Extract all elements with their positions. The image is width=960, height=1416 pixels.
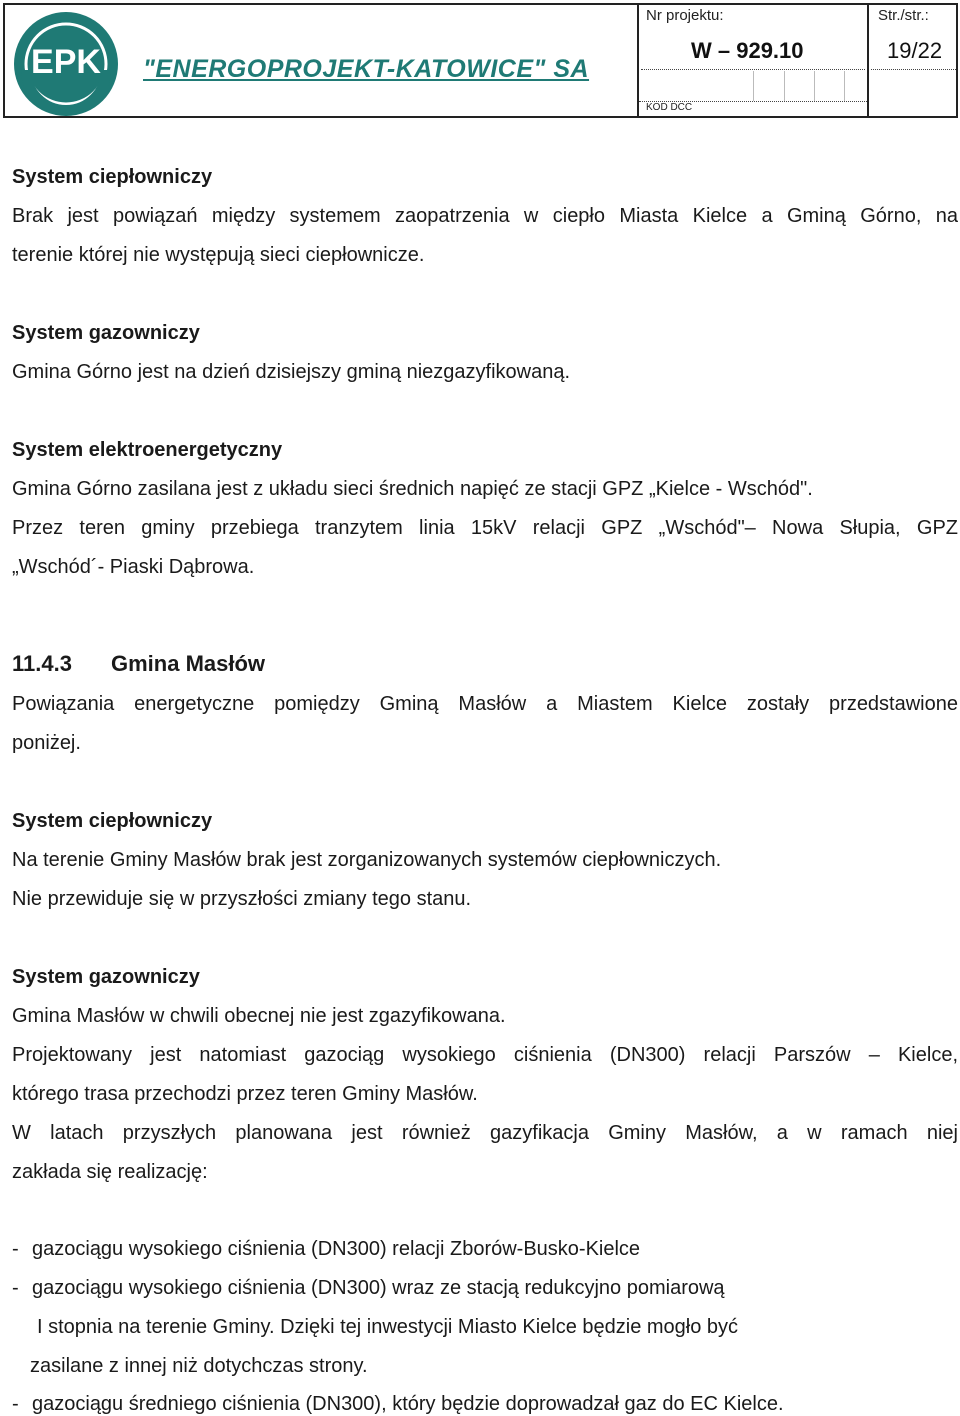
kod-box <box>784 71 785 101</box>
heading-heating-system: System ciepłowniczy <box>12 166 213 188</box>
project-cell <box>639 5 869 116</box>
list-bullet: - <box>12 1277 19 1299</box>
section-title: Gmina Masłów <box>111 651 266 676</box>
logo-text: EPK <box>31 43 101 81</box>
heading-electric-system: System elektroenergetyczny <box>12 439 283 461</box>
divider <box>641 69 865 70</box>
divider <box>871 69 956 70</box>
paragraph-line: którego trasa przechodzi przez teren Gminy Masłów. <box>12 1083 478 1105</box>
project-label: Nr projektu: <box>646 7 724 24</box>
paragraph-line: „Wschód´- Piaski Dąbrowa. <box>12 556 255 578</box>
list-bullet: - <box>12 1393 19 1415</box>
kod-boxes <box>641 71 867 103</box>
list-item: gazociągu średniego ciśnienia (DN300), który będzie doprowadzał gaz do EC Kielce. <box>32 1393 784 1415</box>
paragraph-line: Gmina Górno zasilana jest z układu sieci średnich napięć ze stacji GPZ „Kielce - Wschód". <box>12 478 813 500</box>
kod-box <box>814 71 815 101</box>
page-cell <box>869 5 958 116</box>
paragraph-line: W latach przyszłych planowana jest również gazyfikacja Gminy Masłów, a w ramach niej <box>12 1122 958 1144</box>
kod-label: KOD DCC <box>646 102 693 113</box>
paragraph-line: Na terenie Gminy Masłów brak jest zorganizowanych systemów ciepłowniczych. <box>12 849 722 871</box>
section-number: 11.4.3 <box>12 651 72 676</box>
list-item: gazociągu wysokiego ciśnienia (DN300) wraz ze stacją redukcyjno pomiarową <box>32 1277 725 1299</box>
paragraph-line: terenie której nie występują sieci ciepłownicze. <box>12 244 425 266</box>
list-bullet: - <box>12 1238 19 1260</box>
document-header <box>3 3 958 118</box>
paragraph-line: poniżej. <box>12 732 81 754</box>
list-item-continuation: I stopnia na terenie Gminy. Dzięki tej inwestycji Miasto Kielce będzie mogło być <box>37 1316 739 1338</box>
list-item: gazociągu wysokiego ciśnienia (DN300) relacji Zborów-Busko-Kielce <box>32 1238 641 1260</box>
heading-gas-system: System gazowniczy <box>12 966 200 988</box>
paragraph-line: Powiązania energetyczne pomiędzy Gminą Masłów a Miastem Kielce zostały przedstawione <box>12 693 958 715</box>
list-item-continuation: zasilane z innej niż dotychczas strony. <box>30 1355 368 1377</box>
page-number: 19/22 <box>887 38 943 63</box>
heading-gas-system: System gazowniczy <box>12 322 200 344</box>
paragraph-line: zakłada się realizację: <box>12 1161 208 1183</box>
logo-cell <box>5 5 639 116</box>
page-label: Str./str.: <box>878 7 929 24</box>
paragraph-line: Gmina Górno jest na dzień dzisiejszy gminą niezgazyfikowaną. <box>12 361 571 383</box>
company-name: "ENERGOPROJEKT-KATOWICE" SA <box>143 55 590 83</box>
paragraph-line: Nie przewiduje się w przyszłości zmiany tego stanu. <box>12 888 472 910</box>
heading-heating-system: System ciepłowniczy <box>12 810 213 832</box>
paragraph-line: Gmina Masłów w chwili obecnej nie jest zgazyfikowana. <box>12 1005 506 1027</box>
kod-box <box>844 71 845 101</box>
paragraph-line: Brak jest powiązań między systemem zaopatrzenia w ciepło Miasta Kielce a Gminą Górno, na <box>12 205 958 227</box>
paragraph-line: Projektowany jest natomiast gazociąg wysokiego ciśnienia (DN300) relacji Parszów – Kielce, <box>12 1044 958 1066</box>
paragraph-line: Przez teren gminy przebiega tranzytem linia 15kV relacji GPZ „Wschód"– Nowa Słupia, GPZ <box>12 517 958 539</box>
epk-logo <box>12 10 120 118</box>
kod-box <box>753 71 754 101</box>
project-number: W – 929.10 <box>691 38 804 63</box>
